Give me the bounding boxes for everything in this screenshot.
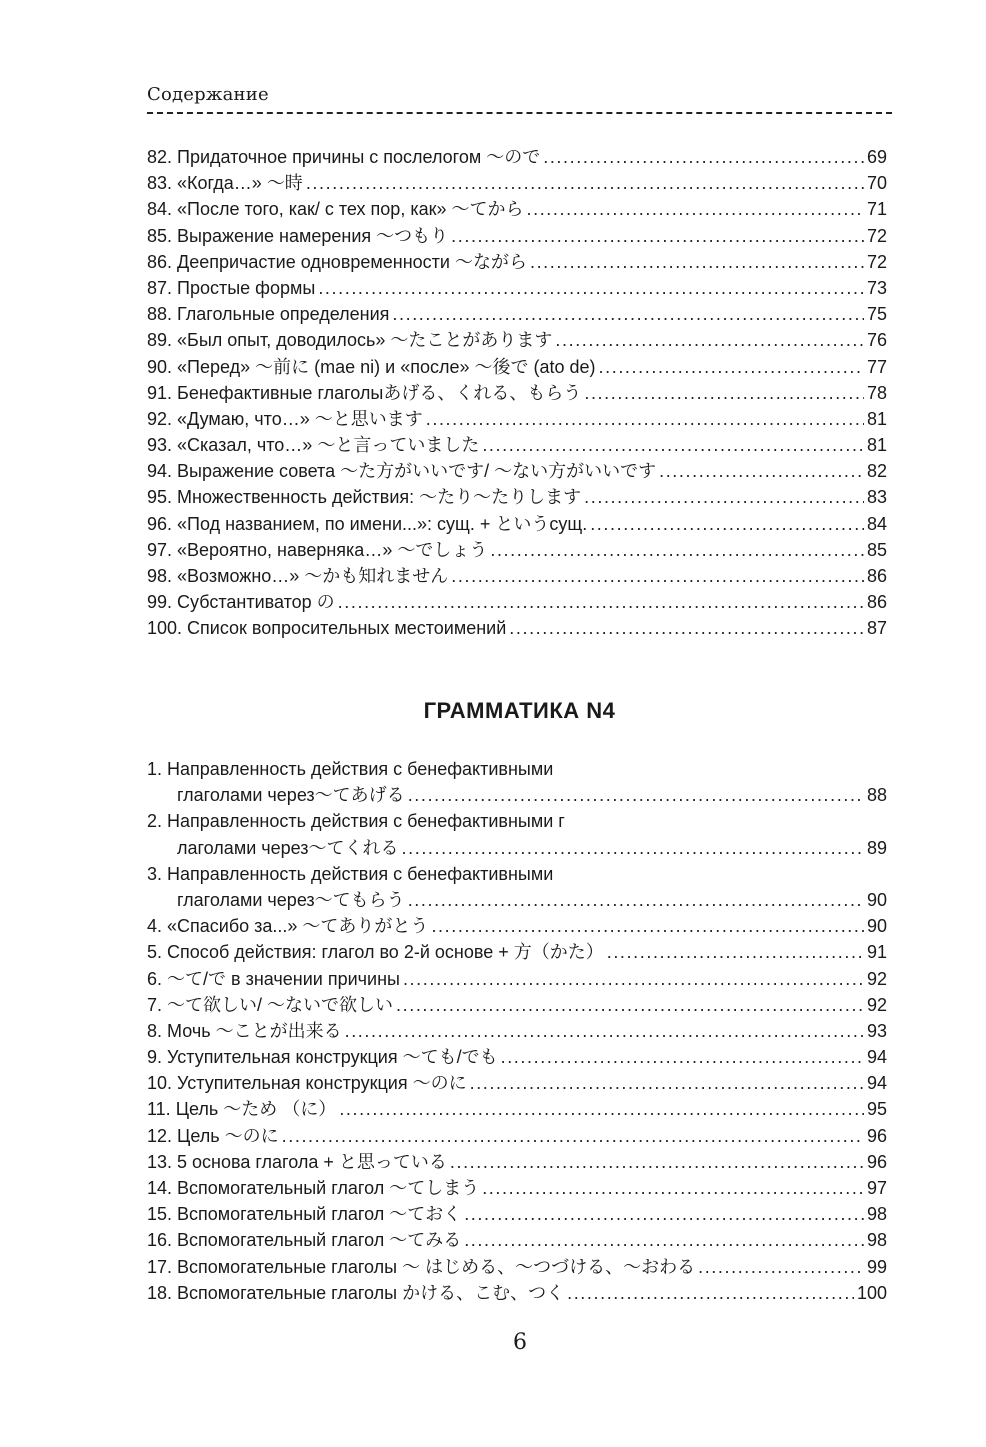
toc-entry-title: 13. 5 основа глагола + と思っている bbox=[147, 1151, 447, 1172]
page-number: 6 bbox=[513, 1330, 527, 1355]
dot-leader bbox=[392, 301, 864, 327]
toc-entry bbox=[147, 1123, 887, 1149]
toc-entry-title-line1: 2. Направленность действия с бенефактивными г bbox=[147, 811, 565, 832]
toc-entry-page: 91 bbox=[866, 942, 887, 963]
toc-entry bbox=[147, 354, 887, 380]
toc-entry-title: глаголами через～てもらう bbox=[177, 889, 405, 910]
toc-entry bbox=[147, 275, 887, 301]
dot-leader bbox=[431, 913, 864, 939]
toc-entry-page: 97 bbox=[866, 1178, 887, 1198]
toc-entry-title: 86. Деепричастие одновременности ～ながら bbox=[147, 251, 527, 272]
toc-entry-page: 90 bbox=[866, 889, 887, 910]
toc-entry-page: 69 bbox=[866, 147, 887, 167]
dot-leader bbox=[490, 537, 864, 563]
dot-leader bbox=[403, 966, 864, 992]
toc-entry-title: 89. «Был опыт, доводилось» ～たことがあります bbox=[147, 330, 553, 351]
toc-entry-page: 73 bbox=[866, 277, 887, 298]
toc-entry bbox=[147, 196, 887, 222]
toc-entry-page: 92 bbox=[866, 968, 887, 989]
toc-entry-title: 8. Мочь ～ことが出来る bbox=[147, 1020, 342, 1041]
toc-entry bbox=[147, 406, 887, 432]
toc-entry-title: 10. Уступительная конструкция ～のに bbox=[147, 1073, 467, 1094]
toc-entry-title: 92. «Думаю, что…» ～と思います bbox=[147, 408, 423, 429]
toc-entry-title: 93. «Сказал, что…» ～と言っていました bbox=[147, 435, 480, 456]
toc-entry bbox=[147, 992, 887, 1018]
toc-entry bbox=[147, 1018, 887, 1044]
dot-leader bbox=[590, 511, 864, 537]
dot-leader bbox=[501, 1044, 864, 1070]
toc-entry-page: 70 bbox=[866, 173, 887, 194]
toc-entry-title: 82. Придаточное причины с послелогом ～ので bbox=[147, 147, 541, 167]
toc-entry bbox=[147, 327, 887, 353]
toc-entry-page: 82 bbox=[866, 461, 887, 482]
toc-entry-page: 83 bbox=[866, 487, 887, 508]
toc-entry bbox=[147, 1280, 887, 1306]
toc-entry-title: 15. Вспомогательный глагол ～ておく bbox=[147, 1204, 462, 1225]
dot-leader bbox=[530, 249, 864, 275]
dot-leader bbox=[339, 1096, 864, 1122]
toc-entry-page: 76 bbox=[866, 330, 887, 351]
toc-entry-page: 92 bbox=[866, 994, 887, 1015]
dot-leader bbox=[451, 563, 864, 589]
toc-entry-title: 11. Цель ～ため （に） bbox=[147, 1099, 337, 1120]
toc-entry-page: 86 bbox=[866, 566, 887, 586]
toc-entry-title: 90. «Перед» ～前に (mae ni) и «после» ～後で (ato de) bbox=[147, 356, 596, 377]
toc-entry-title: 14. Вспомогательный глагол ～てしまう bbox=[147, 1178, 480, 1198]
toc-entry-page: 88 bbox=[866, 785, 887, 806]
toc-entry-title: 88. Глагольные определения bbox=[147, 304, 390, 325]
toc-entry-title: 99. Субстантиватор の bbox=[147, 592, 335, 613]
toc-entry bbox=[147, 1096, 887, 1122]
toc-entry-title: 98. «Возможно…» ～かも知れません bbox=[147, 566, 449, 586]
toc-entry-page: 98 bbox=[866, 1204, 887, 1225]
toc-entry bbox=[147, 966, 887, 992]
dot-leader bbox=[509, 615, 864, 641]
toc-entry-title: 7. ～て欲しい/ ～ないで欲しい bbox=[147, 994, 394, 1015]
toc-entry bbox=[147, 887, 887, 913]
toc-entry bbox=[147, 432, 887, 458]
toc-entry-page: 77 bbox=[866, 356, 887, 377]
toc-entry-page: 98 bbox=[866, 1230, 887, 1251]
toc-entry-title: 9. Уступительная конструкция ～ても/でも bbox=[147, 1047, 498, 1068]
dot-leader bbox=[402, 835, 864, 861]
dot-leader bbox=[450, 1149, 864, 1175]
dot-leader bbox=[396, 992, 864, 1018]
toc-entry-title: 100. Список вопросительных местоимений bbox=[147, 618, 507, 639]
toc-entry bbox=[147, 537, 887, 563]
section-title: ГРАММАТИКА N4 bbox=[423, 698, 616, 723]
toc-entry bbox=[147, 563, 887, 589]
dot-leader bbox=[482, 1175, 864, 1201]
toc-entry bbox=[147, 1175, 887, 1201]
toc-entry bbox=[147, 144, 887, 170]
toc-entry-page: 86 bbox=[866, 592, 887, 613]
toc-entry-title: 17. Вспомогательные глаголы ～ はじめる、～つづける、～おわる bbox=[147, 1256, 696, 1277]
dot-leader bbox=[464, 1227, 864, 1253]
toc-entry-page: 72 bbox=[866, 251, 887, 272]
toc-entry bbox=[147, 170, 887, 196]
toc-entry bbox=[147, 1070, 887, 1096]
toc-list-part2 bbox=[147, 756, 887, 1306]
toc-entry-page: 87 bbox=[866, 618, 887, 639]
toc-entry-title: 95. Множественность действия: ～たり～たりします bbox=[147, 487, 582, 508]
dot-leader bbox=[527, 196, 864, 222]
toc-list-part1 bbox=[147, 144, 887, 642]
toc-entry-page: 81 bbox=[866, 435, 887, 456]
toc-entry-page: 78 bbox=[866, 382, 887, 403]
dot-leader bbox=[470, 1070, 864, 1096]
dot-leader bbox=[282, 1123, 864, 1149]
toc-entry-page: 85 bbox=[866, 539, 887, 560]
toc-entry bbox=[147, 301, 887, 327]
toc-entry-title: 94. Выражение совета ～た方がいいです/ ～ない方がいいです bbox=[147, 461, 657, 482]
dot-leader bbox=[584, 484, 864, 510]
toc-entry-page: 72 bbox=[866, 225, 887, 246]
toc-entry bbox=[147, 589, 887, 615]
toc-entry bbox=[147, 1201, 887, 1227]
running-header: Содержание bbox=[147, 84, 269, 105]
toc-entry-title: 6. ～て/で в значении причины bbox=[147, 968, 400, 989]
dot-leader bbox=[659, 458, 864, 484]
dot-leader bbox=[345, 1018, 864, 1044]
toc-entry-page: 84 bbox=[866, 513, 887, 534]
toc-entry-page: 89 bbox=[866, 837, 887, 858]
dot-leader bbox=[318, 275, 864, 301]
dot-leader bbox=[567, 1280, 854, 1306]
toc-entry-title: 91. Бенефактивные глаголыあげる、くれる、もらう bbox=[147, 382, 582, 403]
toc-entry-page: 81 bbox=[866, 408, 887, 429]
dot-leader bbox=[426, 406, 864, 432]
toc-entry-page: 96 bbox=[866, 1125, 887, 1146]
toc-entry bbox=[147, 913, 887, 939]
toc-entry bbox=[147, 1044, 887, 1070]
toc-entry-title: 97. «Вероятно, наверняка…» ～でしょう bbox=[147, 539, 488, 560]
toc-entry-title: 96. «Под названием, по имени...»: сущ. + というсущ. bbox=[147, 513, 588, 534]
toc-entry-title: лаголами через～てくれる bbox=[177, 837, 399, 858]
dot-leader bbox=[306, 170, 864, 196]
toc-entry bbox=[147, 484, 887, 510]
header-divider bbox=[147, 112, 892, 114]
toc-entry bbox=[147, 1227, 887, 1253]
dot-leader bbox=[698, 1254, 864, 1280]
dot-leader bbox=[543, 144, 864, 170]
toc-entry-title: глаголами через～てあげる bbox=[177, 785, 405, 806]
toc-entry-title: 4. «Спасибо за...» ～てありがとう bbox=[147, 916, 429, 937]
toc-entry-page: 94 bbox=[866, 1073, 887, 1094]
toc-entry-page: 90 bbox=[866, 916, 887, 937]
dot-leader bbox=[584, 380, 864, 406]
toc-entry bbox=[147, 380, 887, 406]
toc-entry-title: 12. Цель ～のに bbox=[147, 1125, 279, 1146]
toc-entry bbox=[147, 511, 887, 537]
dot-leader bbox=[607, 939, 864, 965]
toc-entry-page: 71 bbox=[866, 199, 887, 220]
toc-entry bbox=[147, 458, 887, 484]
toc-entry-page: 75 bbox=[866, 304, 887, 325]
toc-entry bbox=[147, 223, 887, 249]
toc-entry-page: 100 bbox=[856, 1282, 887, 1303]
dot-leader bbox=[464, 1201, 864, 1227]
toc-entry bbox=[147, 615, 887, 641]
toc-entry-title: 16. Вспомогательный глагол ～てみる bbox=[147, 1230, 462, 1251]
dot-leader bbox=[599, 354, 864, 380]
dot-leader bbox=[408, 782, 864, 808]
dot-leader bbox=[451, 223, 864, 249]
dot-leader bbox=[408, 887, 864, 913]
toc-entry-title: 18. Вспомогательные глаголы かける、こむ、つく bbox=[147, 1282, 565, 1303]
toc-entry-title-line1: 3. Направленность действия с бенефактивными bbox=[147, 863, 554, 884]
toc-entry-page: 93 bbox=[866, 1020, 887, 1041]
toc-entry-page: 96 bbox=[866, 1151, 887, 1172]
toc-entry-page: 95 bbox=[866, 1099, 887, 1120]
toc-entry bbox=[147, 835, 887, 861]
toc-entry-title: 84. «После того, как/ с тех пор, как» ～てから bbox=[147, 199, 524, 220]
toc-entry bbox=[147, 1149, 887, 1175]
toc-entry-title: 83. «Когда…» ～時 bbox=[147, 173, 303, 194]
toc-entry-title: 85. Выражение намерения ～つもり bbox=[147, 225, 449, 246]
toc-entry bbox=[147, 249, 887, 275]
toc-entry-page: 94 bbox=[866, 1047, 887, 1068]
toc-entry bbox=[147, 939, 887, 965]
toc-entry-title: 87. Простые формы bbox=[147, 277, 316, 298]
toc-entry bbox=[147, 782, 887, 808]
dot-leader bbox=[482, 432, 864, 458]
toc-entry-title: 5. Способ действия: глагол во 2-й основе + 方（かた） bbox=[147, 942, 604, 963]
dot-leader bbox=[555, 327, 864, 353]
toc-entry bbox=[147, 1254, 887, 1280]
toc-entry-page: 99 bbox=[866, 1256, 887, 1277]
toc-entry-title-line1: 1. Направленность действия с бенефактивными bbox=[147, 759, 554, 779]
dot-leader bbox=[338, 589, 864, 615]
